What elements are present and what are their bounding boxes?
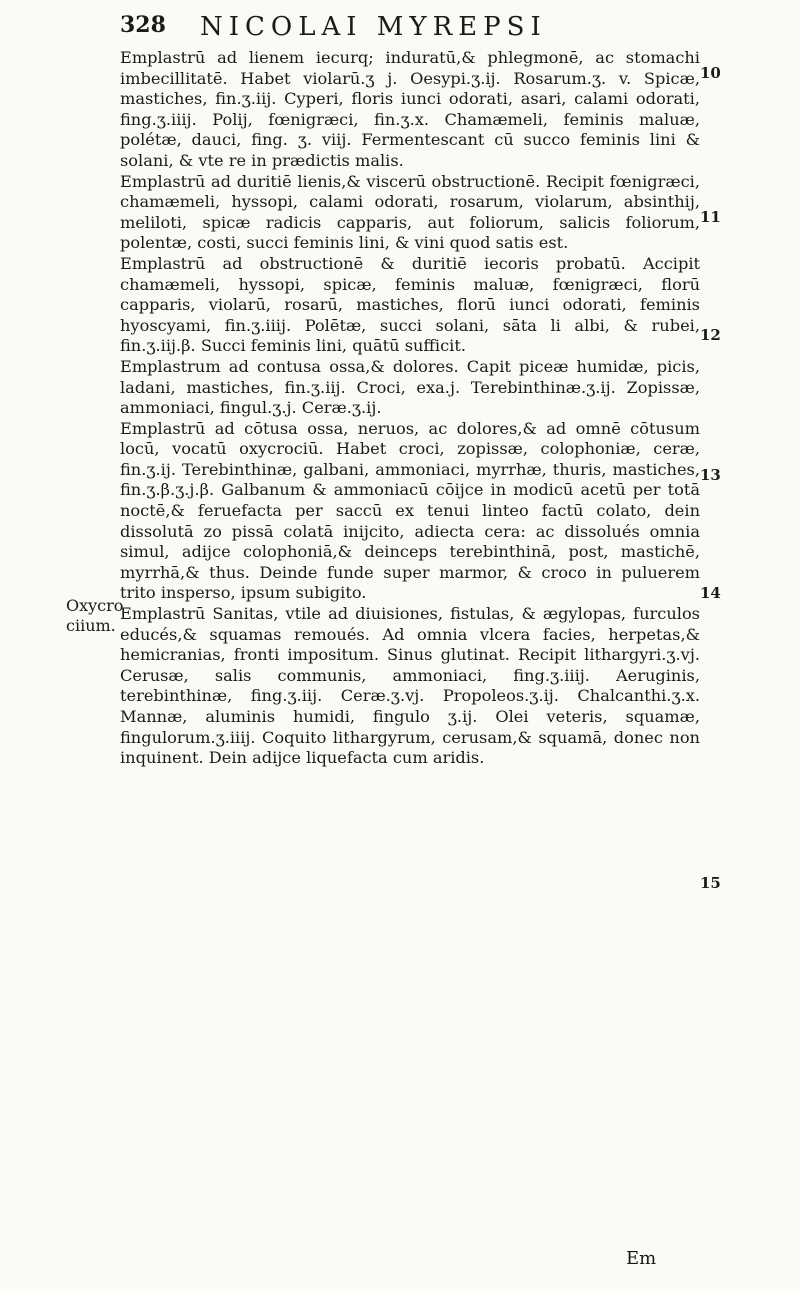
margin-number: 10 [700,64,721,82]
main-text [120,48,700,769]
side-note-oxycrocium: Oxycro ciium. [66,596,124,635]
margin-number: 11 [700,208,721,226]
margin-number: 14 [700,584,721,602]
catchword: Em [626,1248,657,1269]
recipe-paragraph: Emplastrū ad lienem iecurq; induratū,& phlegmonē, ac stomachi imbecillitatē. Habet violarū.ʒ j. Oesypi.ʒ.ij. Rosarum.ʒ. v. Spicæ, mastiches, fin.ʒ.iij. Cyperi, floris iunci odorati, asari, calami odorati, fing.ʒ.iiij. Polij, fœnigræci, fin.ʒ.x. Chamæmeli, feminis maluæ, polétæ, dauci, fing. ʒ. viij. Fermentescant cū succo feminis lini & solani, & vte re in prædictis malis. [120,48,700,170]
recipe-paragraph: Emplastrū ad duritiē lienis,& viscerū obstructionē. Recipit fœnigræci, chamæmeli, hyssopi, calami odorati, rosarum, violarum, absinthij, meliloti, spicæ radicis capparis, aut foliorum, salicis foliorum, polentæ, costi, succi feminis lini, & vini quod satis est. [120,171,700,253]
margin-number: 13 [700,466,721,484]
margin-number: 12 [700,326,721,344]
running-title: NICOLAI MYREPSI [200,12,547,42]
page-number: 328 [120,12,166,38]
recipe-paragraph: Emplastrū Sanitas, vtile ad diuisiones, fistulas, & ægylopas, furculos educés,& squamas remoués. Ad omnia vlcera facies, herpetas,& hemicranias, fronti impositum. Sinus glutinat. Recipit lithargyri.ʒ.vj. Cerusæ, salis communis, ammoniaci, fing.ʒ.iiij. Aeruginis, terebinthinæ, fing.ʒ.iij. Ceræ.ʒ.vj. Propoleos.ʒ.ij. Chalcanthi.ʒ.x. Mannæ, aluminis humidi, fingulo ʒ.ij. Olei veteris, squamæ, fingulorum.ʒ.iiij. Coquito lithargyrum, cerusam,& squamā, donec non inquinent. Dein adijce liquefacta cum aridis. [120,604,700,768]
margin-number: 15 [700,874,721,892]
recipe-paragraph: Emplastrū ad obstructionē & duritiē iecoris probatū. Accipit chamæmeli, hyssopi, spicæ, feminis maluæ, fœnigræci, florū capparis, violarū, rosarū, mastiches, florū iunci odorati, feminis hyoscyami, fin.ʒ.iiij. Polētæ, succi solani, sāta li albi, & rubei, fin.ʒ.iij.β. Succi feminis lini, quātū sufficit. [120,253,700,356]
recipe-paragraph: Emplastrū ad cōtusa ossa, neruos, ac dolores,& ad omnē cōtusum locū, vocatū oxycrociū. Habet croci, zopissæ, colophoniæ, ceræ, fin.ʒ.ij. Terebinthinæ, galbani, ammoniaci, myrrhæ, thuris, mastiches, fin.ʒ.β.ʒ.j.β. Galbanum & ammoniacū cōijce in modicū acetū per totā noctē,& feruefacta per saccū ex tenui linteo factū colato, dein dissolutā zo pissā colatā inijcito, adiecta cera: ac dissolués omnia simul, adijce colophoniā,& deinceps terebinthinā, post, mastichē, myrrhā,& thus. Deinde funde super marmor, & croco in puluerem trito insperso, ipsum subigito. [120,418,700,603]
recipe-paragraph: Emplastrum ad contusa ossa,& dolores. Capit piceæ humidæ, picis, ladani, mastiches, fin.ʒ.iij. Croci, exa.j. Terebinthinæ.ʒ.ij. Zopissæ, ammoniaci, fingul.ʒ.j. Ceræ.ʒ.ij. [120,356,700,418]
page-header [120,12,710,48]
